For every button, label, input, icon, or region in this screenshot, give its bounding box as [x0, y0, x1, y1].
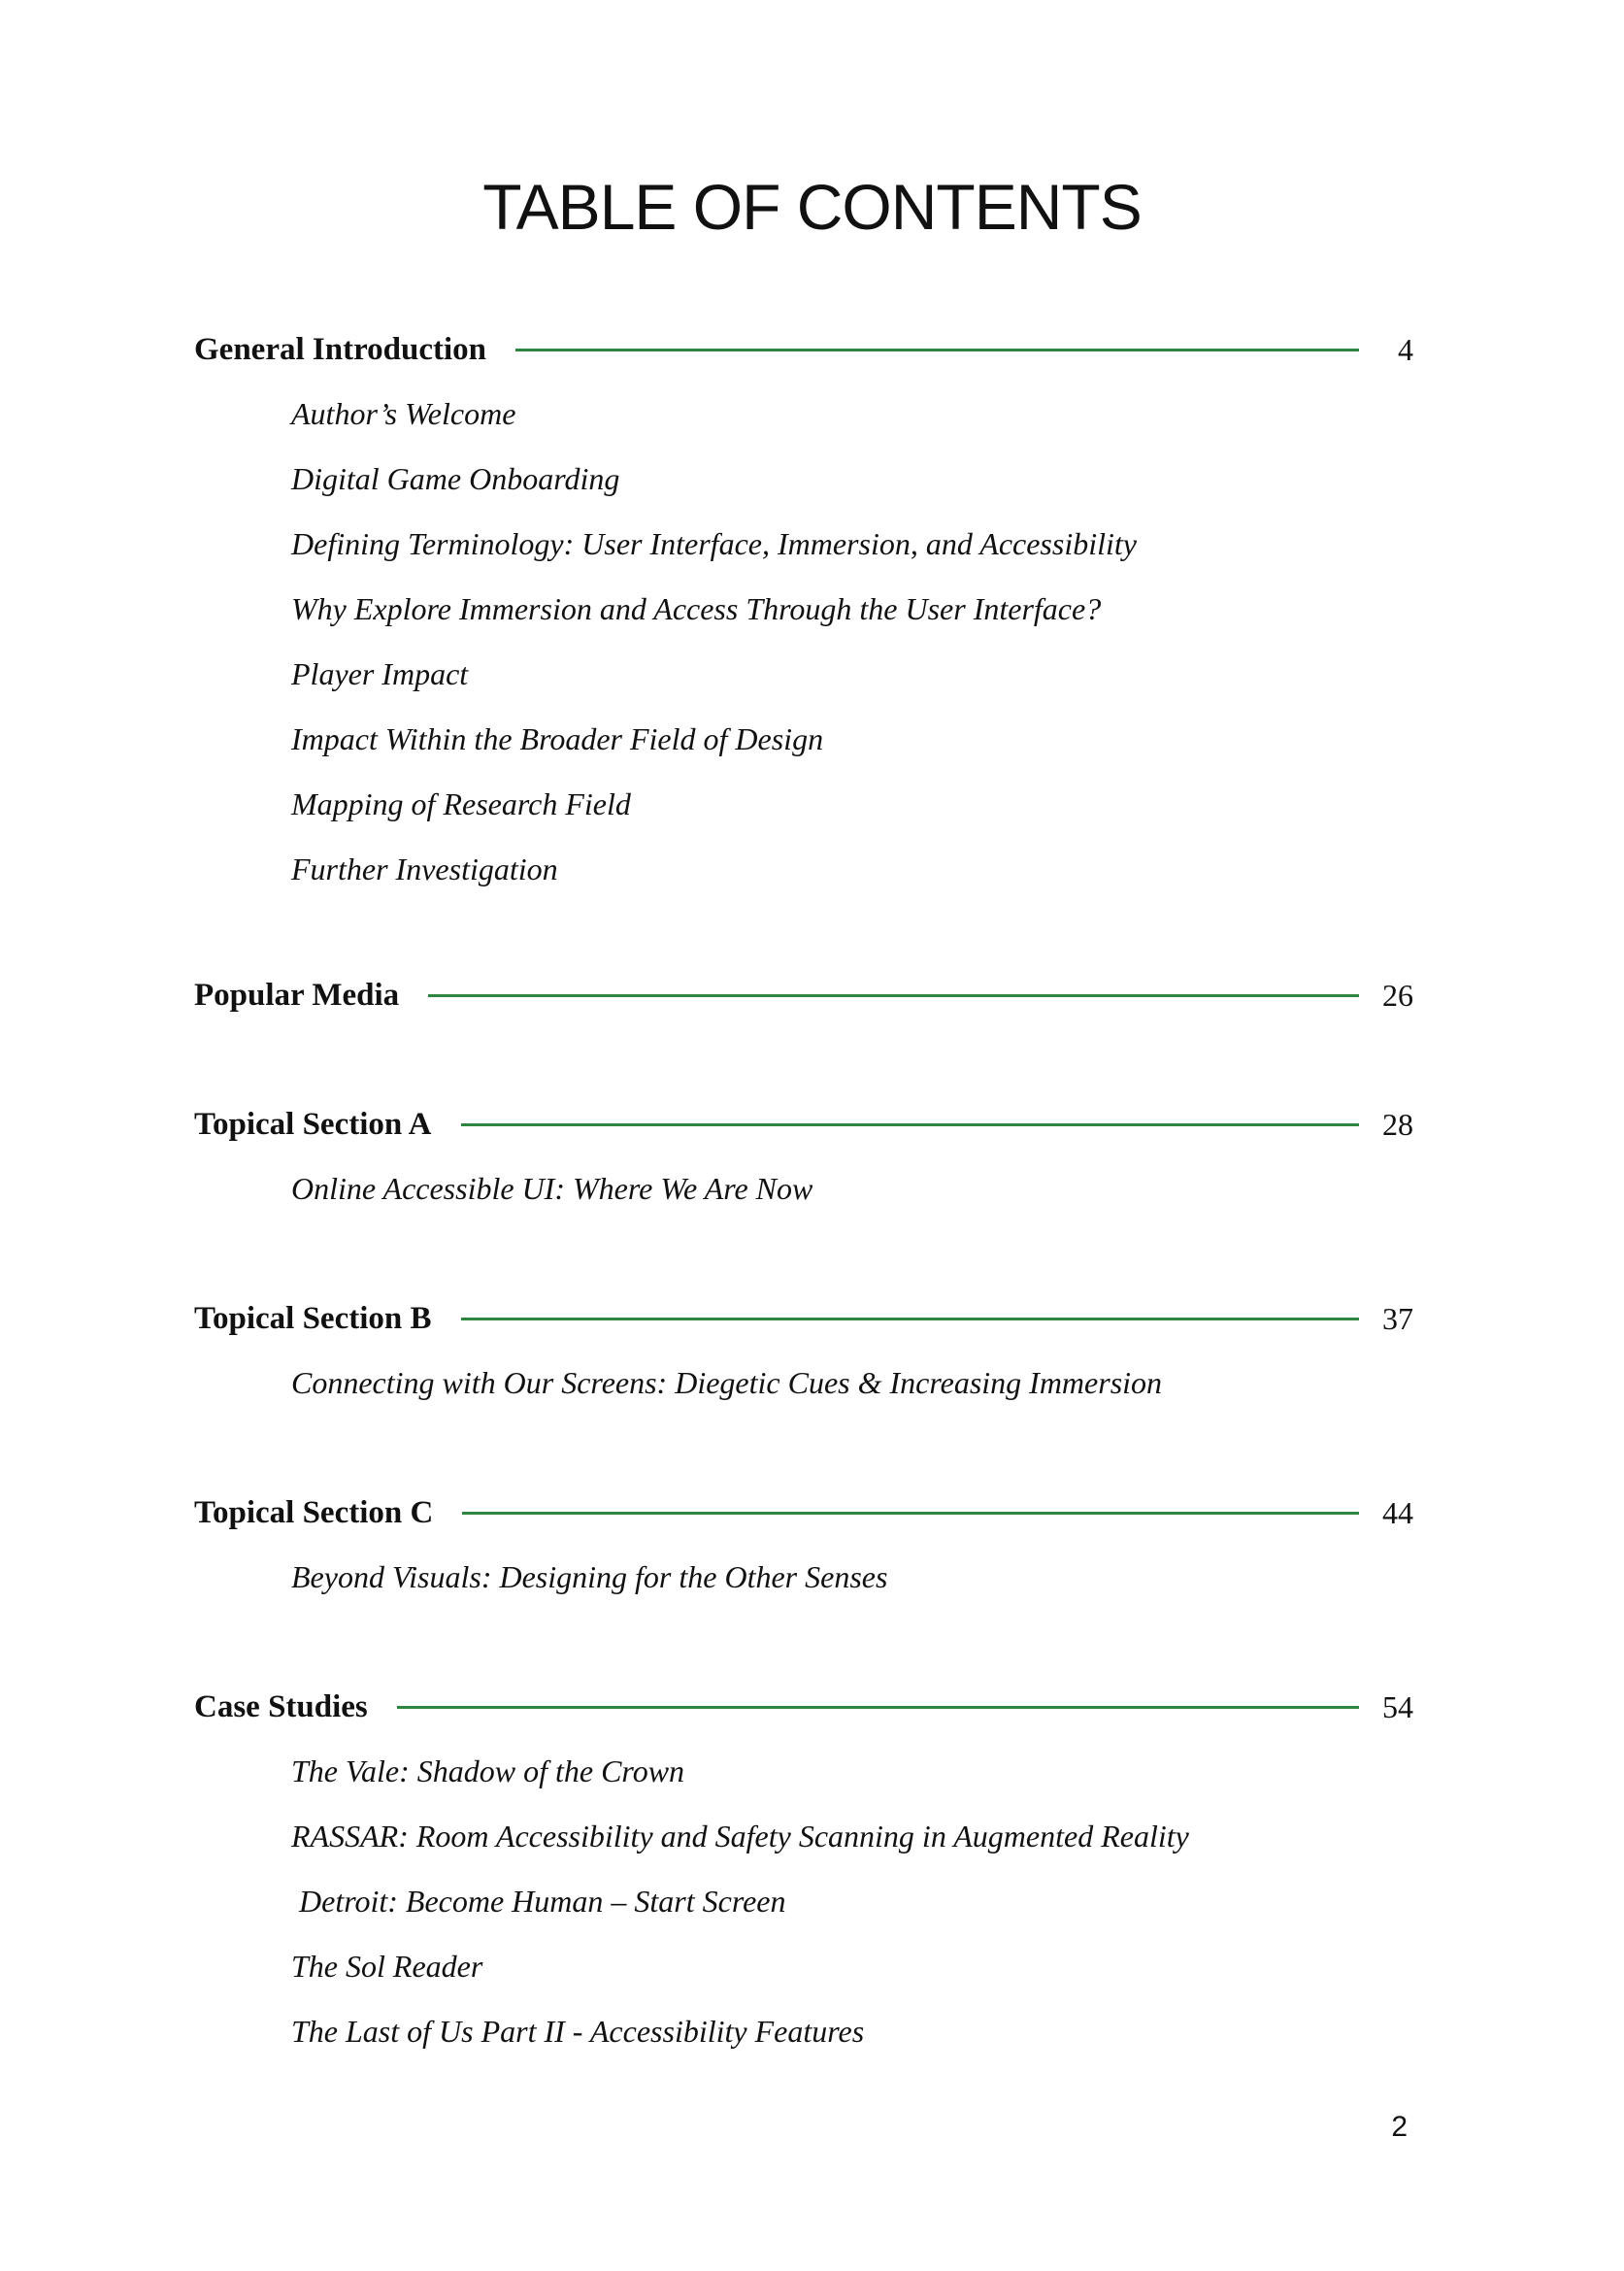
subsection-item[interactable]: The Sol Reader — [291, 1949, 483, 1984]
toc-section-topical-a — [194, 1102, 1413, 1221]
page-number: 2 — [1391, 2111, 1408, 2143]
toc-section-topical-c — [194, 1490, 1413, 1610]
section-page-number: 37 — [1382, 1301, 1413, 1336]
subsection-item[interactable]: Mapping of Research Field — [291, 786, 631, 821]
toc-section-topical-b — [194, 1296, 1413, 1416]
toc-section-header[interactable] — [194, 327, 1413, 372]
subsection-list — [194, 382, 1413, 902]
subsection-item[interactable]: Impact Within the Broader Field of Design — [291, 721, 824, 756]
section-page-number: 44 — [1382, 1495, 1413, 1530]
leader-line — [461, 1123, 1360, 1126]
section-title: Topical Section C — [194, 1494, 434, 1530]
subsection-item[interactable]: The Last of Us Part II - Accessibility Features — [291, 2014, 865, 2049]
section-page-number: 4 — [1398, 332, 1413, 367]
toc-section-header[interactable] — [194, 1685, 1413, 1729]
section-title: Case Studies — [194, 1688, 368, 1724]
subsection-item[interactable]: Why Explore Immersion and Access Through the User Interface? — [291, 591, 1102, 626]
toc-section-header[interactable] — [194, 1296, 1413, 1341]
subsection-item[interactable]: Author’s Welcome — [291, 396, 516, 431]
subsection-item[interactable]: Defining Terminology: User Interface, Immersion, and Accessibility — [291, 526, 1137, 561]
subsection-item[interactable]: Digital Game Onboarding — [291, 461, 620, 496]
toc-section-header[interactable] — [194, 1102, 1413, 1147]
section-page-number: 28 — [1382, 1107, 1413, 1142]
section-title: General Introduction — [194, 331, 486, 367]
leader-line — [515, 349, 1359, 351]
subsection-item[interactable]: The Vale: Shadow of the Crown — [291, 1753, 685, 1788]
toc-section-header[interactable] — [194, 973, 1413, 1018]
page-title: TABLE OF CONTENTS — [482, 171, 1142, 243]
toc-section-popular-media — [194, 973, 1413, 1018]
subsection-item[interactable]: Further Investigation — [291, 852, 558, 886]
section-page-number: 26 — [1382, 978, 1413, 1013]
section-title: Topical Section A — [194, 1106, 432, 1142]
section-title: Topical Section B — [194, 1300, 432, 1336]
section-page-number: 54 — [1382, 1689, 1413, 1724]
subsection-list — [194, 1545, 1413, 1610]
leader-line — [428, 994, 1359, 997]
subsection-item[interactable]: Online Accessible UI: Where We Are Now — [291, 1171, 813, 1206]
leader-line — [462, 1512, 1359, 1515]
subsection-item[interactable]: Connecting with Our Screens: Diegetic Cues & Increasing Immersion — [291, 1365, 1163, 1400]
subsection-item[interactable]: RASSAR: Room Accessibility and Safety Scanning in Augmented Reality — [291, 1819, 1189, 1854]
toc-section-case-studies — [194, 1685, 1413, 2064]
toc-section-general-introduction — [194, 327, 1413, 902]
toc-section-header[interactable] — [194, 1490, 1413, 1535]
subsection-list — [194, 1351, 1413, 1416]
leader-line — [397, 1706, 1359, 1709]
section-title: Popular Media — [194, 977, 400, 1013]
leader-line — [461, 1318, 1360, 1320]
subsection-item[interactable]: Detroit: Become Human – Start Screen — [291, 1884, 786, 1919]
subsection-list — [194, 1739, 1413, 2064]
subsection-item[interactable]: Player Impact — [291, 656, 469, 691]
subsection-list — [194, 1156, 1413, 1221]
subsection-item[interactable]: Beyond Visuals: Designing for the Other Senses — [291, 1559, 888, 1594]
